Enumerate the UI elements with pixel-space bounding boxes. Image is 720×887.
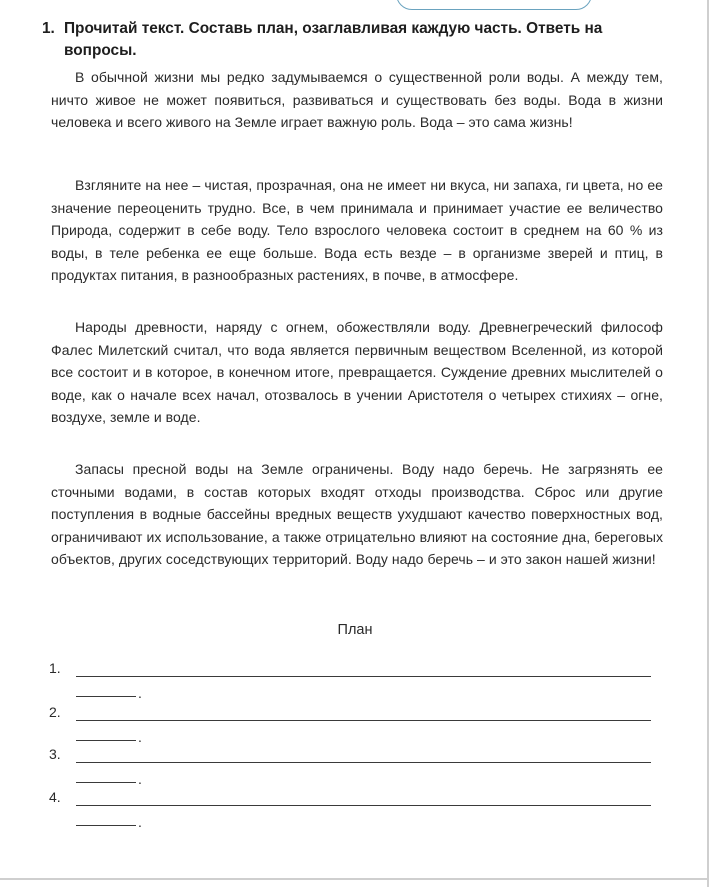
answer-line-continuation[interactable] bbox=[76, 696, 136, 697]
plan-item-number: 1. bbox=[49, 660, 61, 676]
line-end-period: . bbox=[138, 685, 142, 701]
task-heading bbox=[42, 18, 667, 62]
plan-item-number: 2. bbox=[49, 704, 61, 720]
line-end-period: . bbox=[138, 729, 142, 745]
task-number: 1. bbox=[42, 20, 55, 37]
plan-item-2 bbox=[49, 704, 659, 744]
answer-line-continuation[interactable] bbox=[76, 825, 136, 826]
paragraph-4: Запасы пресной воды на Земле ограничены. Воду надо беречь. Не загрязнять ее сточными водами, в состав которых входят отходы производства. Сброс или другие поступления в водные бассейны вредных веществ ухудшают качество поверхностных вод, ограничивают их использование, а также отрицательно влияют на состояние дна, береговых объектов, других соседствующих территорий. Воду надо беречь – и это закон нашей жизни! bbox=[51, 461, 663, 567]
answer-line[interactable] bbox=[76, 762, 651, 763]
line-end-period: . bbox=[138, 771, 142, 787]
task-instruction: Прочитай текст. Составь план, озаглавливая каждую часть. Ответь на вопросы. bbox=[64, 20, 603, 59]
answer-line[interactable] bbox=[76, 676, 651, 677]
paragraph-1: В обычной жизни мы редко задумываемся о существенной роли воды. А между тем, ничто живое не может появиться, развиваться и существовать без воды. Вода в жизни человека и всего живого на Земле играет важную роль. Вода – это сама жизнь! bbox=[51, 69, 663, 130]
plan-title: План bbox=[337, 622, 373, 638]
answer-line[interactable] bbox=[76, 805, 651, 806]
answer-line-continuation[interactable] bbox=[76, 740, 136, 741]
plan-item-3 bbox=[49, 746, 659, 786]
plan-item-1 bbox=[49, 660, 659, 700]
line-end-period: . bbox=[138, 814, 142, 830]
answer-line-continuation[interactable] bbox=[76, 782, 136, 783]
callout-bubble-fragment bbox=[396, 0, 592, 10]
paragraph-2: Взгляните на нее – чистая, прозрачная, она не имеет ни вкуса, ни запаха, ги цвета, но ее значение переоценить трудно. Все, в чем принимала и принимает участие ее величество Природа, содержит в себе воду. Тело взрослого человека состоит в среднем на 60 % из воды, в теле ребенка ее еще больше. Вода есть везде – в организме зверей и птиц, в продуктах питания, в разнообразных растениях, в почве, в атмосфере. bbox=[51, 177, 663, 283]
paragraph-3: Народы древности, наряду с огнем, обожествляли воду. Древнегреческий философ Фалес Милетский считал, что вода является первичным веществом Вселенной, из которой все состоит и в которое, в конечном итоге, превращается. Суждение древних мыслителей о воде, как о начале всех начал, отозвалось в учении Аристотеля о четырех стихиях – огне, воздухе, земле и воде. bbox=[51, 319, 663, 425]
answer-line[interactable] bbox=[76, 720, 651, 721]
page-edge-right bbox=[707, 0, 709, 887]
plan-item-4 bbox=[49, 789, 659, 829]
plan-item-number: 4. bbox=[49, 789, 61, 805]
plan-item-number: 3. bbox=[49, 746, 61, 762]
page-edge-bottom bbox=[0, 878, 707, 880]
